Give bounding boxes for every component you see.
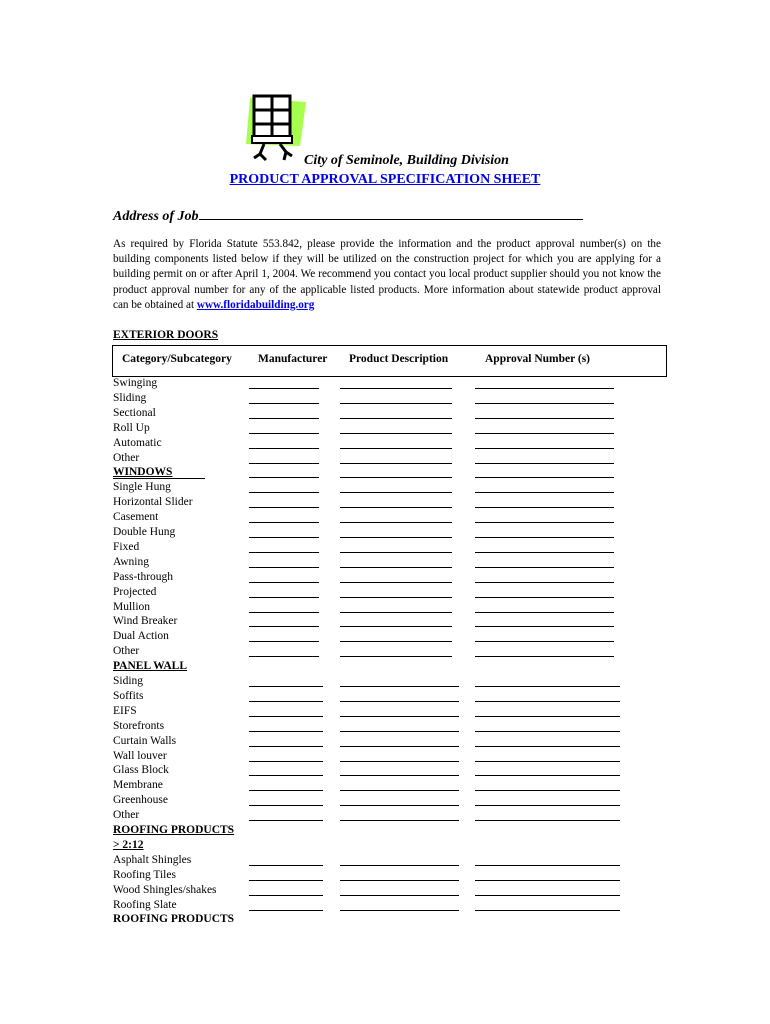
row-label: Glass Block <box>113 764 169 777</box>
description-blank[interactable] <box>340 820 459 821</box>
manufacturer-blank[interactable] <box>249 656 319 657</box>
address-label: Address of Job <box>113 209 199 224</box>
approval-blank[interactable] <box>475 492 614 493</box>
approval-blank[interactable] <box>475 448 614 449</box>
manufacturer-blank[interactable] <box>249 582 319 583</box>
manufacturer-blank[interactable] <box>249 567 319 568</box>
approval-blank[interactable] <box>475 656 614 657</box>
row-label: Soffits <box>113 689 144 702</box>
row-label: Automatic <box>113 436 162 449</box>
row-label: EIFS <box>113 704 137 717</box>
col-category: Category/Subcategory <box>122 353 232 365</box>
row-label: Wood Shingles/shakes <box>113 883 217 896</box>
section-exterior-doors: EXTERIOR DOORS <box>113 329 219 341</box>
category-heading-row <box>113 824 673 839</box>
description-blank[interactable] <box>340 582 452 583</box>
approval-blank[interactable] <box>475 418 614 419</box>
row-label: Membrane <box>113 779 163 792</box>
description-blank[interactable] <box>340 686 459 687</box>
row-label: Fixed <box>113 540 140 553</box>
product-row <box>113 541 673 556</box>
description-blank[interactable] <box>340 746 459 747</box>
description-blank[interactable] <box>340 567 452 568</box>
row-label: Casement <box>113 511 159 524</box>
product-row <box>113 422 673 437</box>
description-blank[interactable] <box>340 403 452 404</box>
manufacturer-blank[interactable] <box>249 820 323 821</box>
description-blank[interactable] <box>340 731 459 732</box>
product-row <box>113 884 673 899</box>
manufacturer-blank[interactable] <box>249 686 323 687</box>
product-row <box>113 675 673 690</box>
description-blank[interactable] <box>340 418 452 419</box>
description-blank[interactable] <box>340 477 452 478</box>
product-row <box>113 526 673 541</box>
address-field[interactable] <box>113 206 583 225</box>
approval-blank[interactable] <box>475 388 614 389</box>
approval-blank[interactable] <box>475 612 614 613</box>
description-blank[interactable] <box>340 507 452 508</box>
description-blank[interactable] <box>340 895 459 896</box>
manufacturer-blank[interactable] <box>249 716 323 717</box>
description-blank[interactable] <box>340 701 459 702</box>
row-label: Other <box>113 645 140 658</box>
approval-blank[interactable] <box>475 477 614 478</box>
row-label: Siding <box>113 675 144 687</box>
row-label: Horizontal Slider <box>113 496 193 509</box>
approval-blank[interactable] <box>475 463 614 464</box>
approval-blank[interactable] <box>475 805 620 806</box>
table-header <box>112 345 667 377</box>
manufacturer-blank[interactable] <box>249 418 319 419</box>
product-row <box>113 809 673 824</box>
manufacturer-blank[interactable] <box>249 641 319 642</box>
approval-blank[interactable] <box>475 522 614 523</box>
manufacturer-blank[interactable] <box>249 507 319 508</box>
manufacturer-blank[interactable] <box>249 477 319 478</box>
description-blank[interactable] <box>340 463 452 464</box>
description-blank[interactable] <box>340 522 452 523</box>
approval-blank[interactable] <box>475 626 614 627</box>
product-row <box>113 615 673 630</box>
category-heading: WINDOWS <box>113 466 173 479</box>
manufacturer-blank[interactable] <box>249 522 319 523</box>
approval-blank[interactable] <box>475 641 614 642</box>
row-label: Mullion <box>113 600 151 613</box>
manufacturer-blank[interactable] <box>249 746 323 747</box>
approval-blank[interactable] <box>475 403 614 404</box>
description-blank[interactable] <box>340 626 452 627</box>
page-title: PRODUCT APPROVAL SPECIFICATION SHEET <box>229 172 541 187</box>
category-heading: ROOFING PRODUCTS <box>113 913 235 926</box>
approval-blank[interactable] <box>475 775 620 776</box>
product-row <box>113 764 673 779</box>
approval-blank[interactable] <box>475 865 620 866</box>
manufacturer-blank[interactable] <box>249 761 323 762</box>
description-blank[interactable] <box>340 552 452 553</box>
product-row <box>113 437 673 452</box>
manufacturer-blank[interactable] <box>249 910 323 911</box>
product-row <box>113 750 673 765</box>
product-row <box>113 481 673 496</box>
intro-paragraph: As required by Florida Statute 553.842, please provide the information and the product approval number(s) on the building components listed below if they will be utilized on the construction project for which you are applying for a building permit on or after April 1, 2004. We recommend you contact you local product supplier should you not know the product approval number for any of the applicable listed products. More information about statewide product approval can be obtained at www.floridabuilding.org <box>113 238 661 311</box>
category-heading: > 2:12 <box>113 838 144 851</box>
approval-blank[interactable] <box>475 433 614 434</box>
approval-blank[interactable] <box>475 507 614 508</box>
row-label: Wind Breaker <box>113 615 178 628</box>
category-heading: ROOFING PRODUCTS <box>113 824 235 836</box>
category-heading-row <box>113 466 673 481</box>
manufacturer-blank[interactable] <box>249 626 319 627</box>
approval-blank[interactable] <box>475 895 620 896</box>
approval-blank[interactable] <box>475 537 614 538</box>
description-blank[interactable] <box>340 612 452 613</box>
manufacturer-blank[interactable] <box>249 537 319 538</box>
manufacturer-blank[interactable] <box>249 731 323 732</box>
product-row <box>113 869 673 884</box>
manufacturer-blank[interactable] <box>249 880 323 881</box>
category-heading-row <box>113 913 673 928</box>
row-label: Pass-through <box>113 570 174 583</box>
description-blank[interactable] <box>340 716 459 717</box>
row-label: Roofing Tiles <box>113 868 176 881</box>
product-row <box>113 511 673 526</box>
window-logo-icon <box>244 94 308 168</box>
row-label: Storefronts <box>113 719 165 732</box>
row-label: Other <box>113 451 140 464</box>
approval-blank[interactable] <box>475 686 620 687</box>
heading-underline <box>113 478 205 479</box>
approval-blank[interactable] <box>475 701 620 702</box>
product-row <box>113 556 673 571</box>
manufacturer-blank[interactable] <box>249 597 319 598</box>
description-blank[interactable] <box>340 775 459 776</box>
approval-blank[interactable] <box>475 910 620 911</box>
product-row <box>113 645 673 660</box>
product-row <box>113 452 673 467</box>
row-label: Roll Up <box>113 421 150 434</box>
product-row <box>113 571 673 586</box>
product-row <box>113 496 673 511</box>
manufacturer-blank[interactable] <box>249 612 319 613</box>
product-row <box>113 407 673 422</box>
approval-blank[interactable] <box>475 761 620 762</box>
row-label: Dual Action <box>113 630 169 643</box>
product-row <box>113 392 673 407</box>
row-label: Swinging <box>113 377 158 389</box>
product-row <box>113 899 673 914</box>
product-row <box>113 794 673 809</box>
description-blank[interactable] <box>340 880 459 881</box>
product-row <box>113 705 673 720</box>
row-label: Sliding <box>113 391 147 404</box>
col-product-description: Product Description <box>349 353 449 365</box>
approval-blank[interactable] <box>475 880 620 881</box>
manufacturer-blank[interactable] <box>249 463 319 464</box>
approval-blank[interactable] <box>475 746 620 747</box>
row-label: Curtain Walls <box>113 734 177 747</box>
product-row <box>113 854 673 869</box>
approval-blank[interactable] <box>475 731 620 732</box>
approval-blank[interactable] <box>475 597 614 598</box>
address-line[interactable] <box>199 206 583 220</box>
category-heading-row <box>113 660 673 675</box>
category-heading-row <box>113 839 673 854</box>
row-label: Wall louver <box>113 749 167 762</box>
row-label: Other <box>113 809 140 822</box>
row-label: Projected <box>113 585 157 598</box>
manufacturer-blank[interactable] <box>249 805 323 806</box>
description-blank[interactable] <box>340 761 459 762</box>
approval-blank[interactable] <box>475 582 614 583</box>
col-manufacturer: Manufacturer <box>258 353 328 365</box>
city-heading: City of Seminole, Building Division <box>304 153 509 168</box>
description-blank[interactable] <box>340 805 459 806</box>
manufacturer-blank[interactable] <box>249 865 323 866</box>
product-row <box>113 690 673 705</box>
description-blank[interactable] <box>340 597 452 598</box>
description-blank[interactable] <box>340 656 452 657</box>
manufacturer-blank[interactable] <box>249 492 319 493</box>
manufacturer-blank[interactable] <box>249 790 323 791</box>
manufacturer-blank[interactable] <box>249 448 319 449</box>
floridabuilding-link[interactable]: www.floridabuilding.org <box>196 298 315 311</box>
row-label: Single Hung <box>113 481 171 494</box>
row-label: Awning <box>113 555 149 568</box>
description-blank[interactable] <box>340 910 459 911</box>
description-blank[interactable] <box>340 865 459 866</box>
row-label: Sectional <box>113 406 156 419</box>
product-row <box>113 735 673 750</box>
row-label: Roofing Slate <box>113 898 177 911</box>
product-row <box>113 601 673 616</box>
description-blank[interactable] <box>340 388 452 389</box>
product-row <box>113 720 673 735</box>
manufacturer-blank[interactable] <box>249 433 319 434</box>
category-heading: PANEL WALL <box>113 660 188 673</box>
manufacturer-blank[interactable] <box>249 895 323 896</box>
product-row <box>113 779 673 794</box>
description-blank[interactable] <box>340 641 452 642</box>
product-row <box>113 586 673 601</box>
manufacturer-blank[interactable] <box>249 388 319 389</box>
approval-blank[interactable] <box>475 790 620 791</box>
approval-blank[interactable] <box>475 820 620 821</box>
manufacturer-blank[interactable] <box>249 701 323 702</box>
approval-blank[interactable] <box>475 552 614 553</box>
row-label: Double Hung <box>113 526 176 538</box>
row-label: Greenhouse <box>113 794 168 807</box>
approval-blank[interactable] <box>475 567 614 568</box>
manufacturer-blank[interactable] <box>249 403 319 404</box>
description-blank[interactable] <box>340 448 452 449</box>
row-label: Asphalt Shingles <box>113 853 192 866</box>
manufacturer-blank[interactable] <box>249 775 323 776</box>
description-blank[interactable] <box>340 790 459 791</box>
product-row <box>113 377 673 392</box>
col-approval-number: Approval Number (s) <box>485 353 590 365</box>
description-blank[interactable] <box>340 492 452 493</box>
manufacturer-blank[interactable] <box>249 552 319 553</box>
description-blank[interactable] <box>340 537 452 538</box>
product-row <box>113 630 673 645</box>
approval-blank[interactable] <box>475 716 620 717</box>
description-blank[interactable] <box>340 433 452 434</box>
